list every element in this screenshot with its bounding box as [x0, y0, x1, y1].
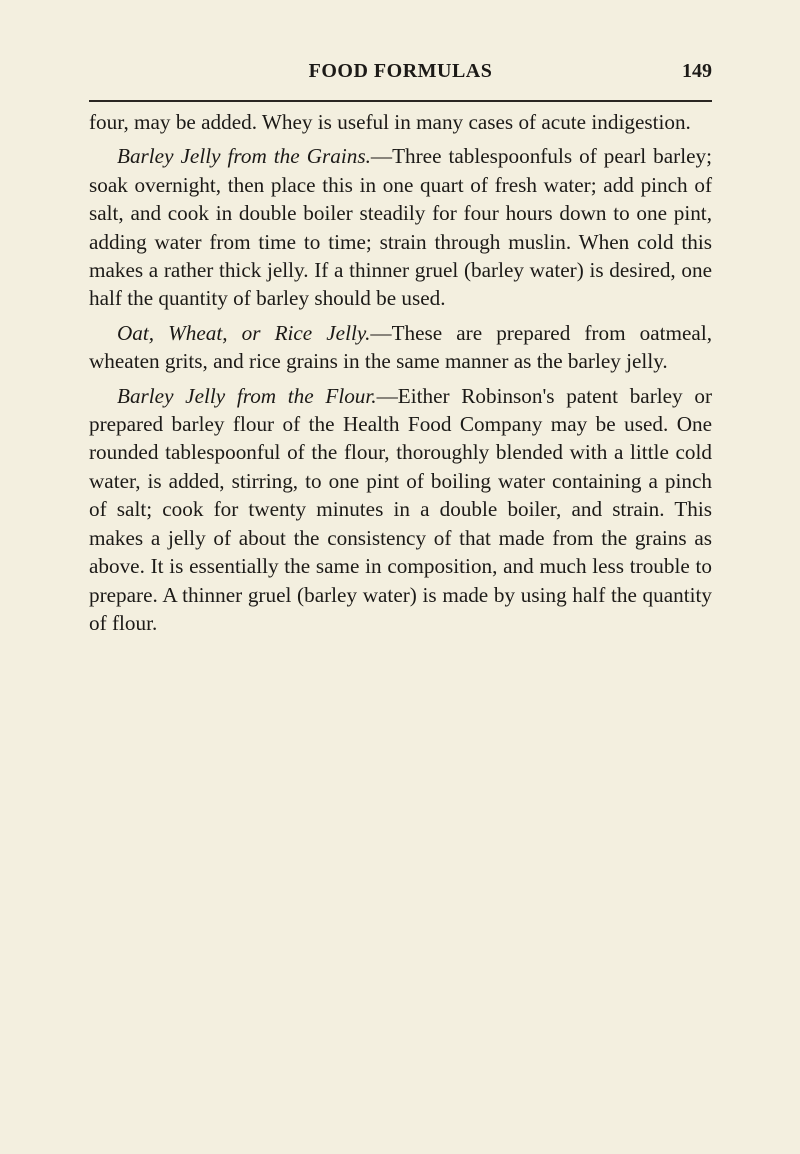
paragraph-heading: Barley Jelly from the Flour. — [117, 383, 377, 408]
paragraph-barley-jelly-grains — [89, 142, 712, 312]
paragraph-text: four, may be added. Whey is useful in many cases of acute indigestion. — [89, 110, 691, 134]
paragraph-barley-jelly-flour — [89, 382, 712, 638]
book-page — [89, 58, 712, 637]
paragraph-oat-wheat-rice-jelly — [89, 319, 712, 376]
paragraph-heading: Oat, Wheat, or Rice Jelly. — [117, 320, 371, 345]
running-title: FOOD FORMULAS — [308, 60, 493, 82]
paragraph-text: —These are prepared from oatmeal, wheaten grits, and rice grains in the same manner as the barley jelly. — [89, 320, 712, 374]
paragraph-heading: Barley Jelly from the Grains. — [117, 144, 371, 169]
paragraph-continuation — [89, 108, 712, 136]
page-number: 149 — [682, 60, 712, 82]
body-text — [89, 108, 712, 637]
running-head — [89, 58, 712, 88]
paragraph-text: —Either Robinson's patent barley or prepared barley flour of the Health Food Company may be used. One rounded tablespoonful of the flour, thoroughly blended with a little cold water, is added, stirring, to one pint of boiling water containing a pinch of salt; cook for twenty minutes in a double boiler, and strain. This makes a jelly of about the consistency of that made from the grains as above. It is essentially the same in composition, and much less trouble to prepare. A thinner gruel (barley water) is made by using half the quantity of flour. — [89, 383, 712, 635]
header-rule — [89, 100, 712, 102]
paragraph-text: —Three tablespoonfuls of pearl barley; soak overnight, then place this in one quart of fresh water; add pinch of salt, and cook in double boiler steadily for four hours down to one pint, adding water from time to time; strain through muslin. When cold this makes a rather thick jelly. If a thinner gruel (barley water) is desired, one half the quantity of barley should be used. — [89, 144, 713, 311]
